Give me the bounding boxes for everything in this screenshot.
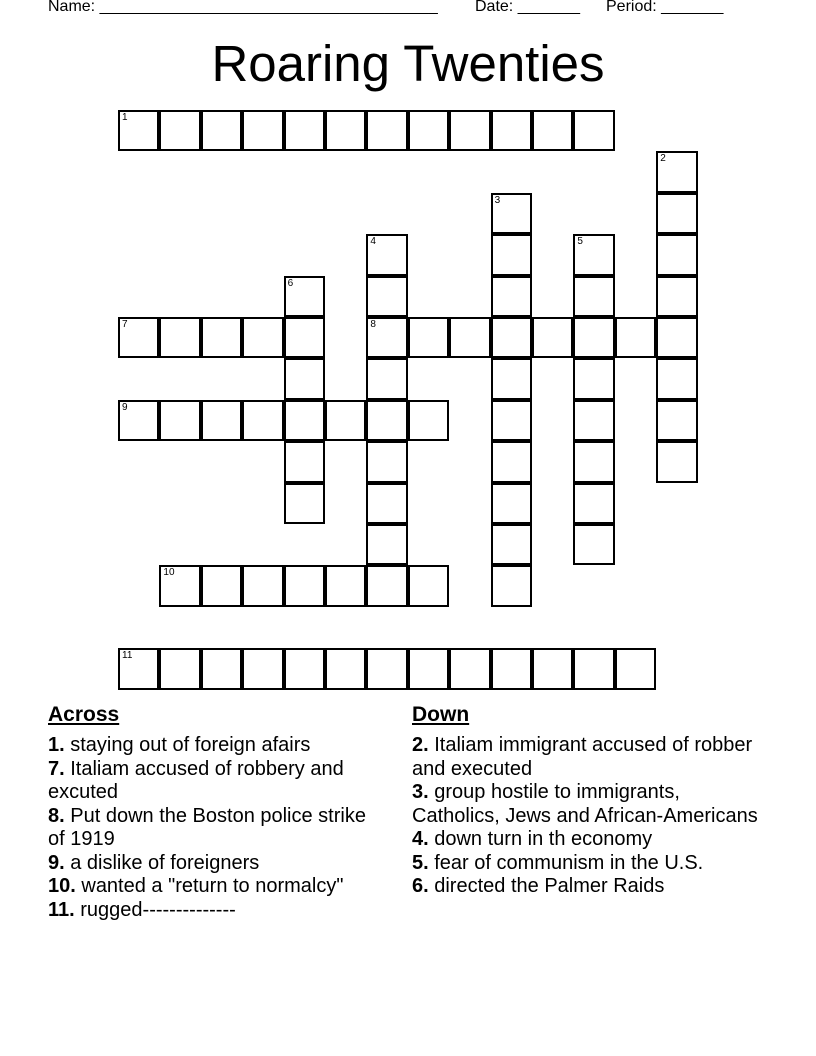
grid-cell[interactable]	[284, 276, 325, 317]
grid-cell[interactable]	[656, 358, 697, 399]
grid-cell[interactable]	[532, 648, 573, 689]
page-title: Roaring Twenties	[211, 35, 605, 92]
clue-item-text: Italiam accused of robbery and excuted	[48, 757, 344, 803]
grid-cell[interactable]	[656, 441, 697, 482]
grid-cell[interactable]	[201, 400, 242, 441]
grid-cell[interactable]	[491, 358, 532, 399]
clue-item	[48, 852, 388, 876]
grid-cell[interactable]	[325, 565, 366, 606]
grid-cell[interactable]	[366, 441, 407, 482]
grid-cell[interactable]	[491, 276, 532, 317]
clue-item	[48, 899, 388, 923]
clue-number: 10	[163, 567, 175, 579]
clue-item	[412, 875, 772, 899]
grid-cell[interactable]	[532, 317, 573, 358]
clue-number: 8	[370, 319, 376, 330]
clue-item-number: 4.	[412, 828, 429, 850]
clue-number: 3	[494, 194, 501, 206]
grid-cell[interactable]	[159, 110, 200, 151]
grid-cell[interactable]	[366, 276, 407, 317]
grid-cell[interactable]	[656, 400, 697, 441]
clue-item-number: 5.	[412, 851, 429, 874]
grid-cell[interactable]	[242, 317, 283, 358]
grid-cell[interactable]	[366, 317, 407, 358]
grid-cell[interactable]	[408, 317, 449, 358]
grid-cell[interactable]	[159, 400, 200, 441]
clue-number: 5	[577, 236, 583, 248]
grid-cell[interactable]	[573, 110, 614, 151]
clue-item-number: 1.	[48, 734, 65, 756]
clue-item	[412, 781, 772, 828]
clue-item-text: group hostile to immigrants, Catholics, Jews and African-Americans	[412, 781, 758, 827]
clue-item	[48, 805, 388, 852]
grid-cell[interactable]	[491, 193, 532, 234]
grid-cell[interactable]	[491, 524, 532, 565]
name-field-label: Name: ______________________________________	[48, 0, 438, 15]
grid-cell[interactable]	[491, 110, 532, 151]
grid-cell[interactable]	[366, 483, 407, 524]
clue-item-number: 7.	[48, 757, 65, 780]
grid-cell[interactable]	[408, 565, 449, 606]
grid-cell[interactable]	[242, 400, 283, 441]
grid-cell[interactable]	[284, 400, 325, 441]
clue-item-number: 10.	[48, 875, 76, 897]
clue-number: 6	[287, 277, 294, 289]
grid-cell[interactable]	[159, 565, 200, 606]
grid-cell[interactable]	[242, 110, 283, 151]
clue-item-text: staying out of foreign afairs	[64, 734, 311, 756]
clue-item-number: 2.	[412, 734, 429, 756]
grid-cell[interactable]	[449, 110, 490, 151]
clue-item-text: a dislike of foreigners	[64, 851, 260, 874]
clue-item-number: 6.	[412, 875, 429, 897]
grid-cell[interactable]	[656, 276, 697, 317]
grid-cell[interactable]	[573, 400, 614, 441]
grid-cell[interactable]	[491, 483, 532, 524]
grid-cell[interactable]	[118, 400, 159, 441]
across-clue-list	[48, 734, 388, 922]
grid-cell[interactable]	[449, 317, 490, 358]
grid-cell[interactable]	[201, 565, 242, 606]
grid-cell[interactable]	[284, 317, 325, 358]
grid-cell[interactable]	[201, 317, 242, 358]
grid-cell[interactable]	[118, 110, 159, 151]
grid-cell[interactable]	[366, 524, 407, 565]
grid-cell[interactable]	[491, 565, 532, 606]
grid-cell[interactable]	[159, 317, 200, 358]
grid-cell[interactable]	[366, 400, 407, 441]
clue-item-number: 9.	[48, 851, 65, 874]
grid-cell[interactable]	[325, 110, 366, 151]
clue-item	[48, 734, 388, 758]
clue-item-text: Put down the Boston police strike of 1919	[48, 804, 366, 850]
clue-number: 2	[660, 153, 666, 165]
grid-cell[interactable]	[491, 234, 532, 275]
grid-cell[interactable]	[573, 276, 614, 317]
down-clue-list	[412, 734, 772, 899]
grid-cell[interactable]	[408, 110, 449, 151]
grid-cell[interactable]	[656, 317, 697, 358]
clue-item-number: 11.	[48, 898, 75, 921]
grid-cell[interactable]	[491, 648, 532, 689]
grid-cell[interactable]	[284, 648, 325, 689]
down-clues	[412, 702, 772, 899]
across-heading: Across	[48, 703, 120, 726]
grid-cell[interactable]	[366, 110, 407, 151]
grid-cell[interactable]	[366, 234, 407, 275]
clue-item	[48, 875, 388, 899]
grid-cell[interactable]	[491, 317, 532, 358]
grid-cell[interactable]	[656, 234, 697, 275]
grid-cell[interactable]	[573, 648, 614, 689]
grid-cell[interactable]	[159, 648, 200, 689]
clue-number: 11	[122, 650, 133, 662]
grid-cell[interactable]	[201, 648, 242, 689]
grid-cell[interactable]	[615, 648, 656, 689]
clue-item-text: directed the Palmer Raids	[428, 875, 665, 897]
clue-number: 4	[370, 236, 376, 248]
clue-item-text: Italiam immigrant accused of robber and executed	[412, 734, 753, 780]
clue-item-text: rugged--------------	[74, 898, 236, 921]
clue-number: 9	[122, 401, 128, 413]
grid-cell[interactable]	[201, 110, 242, 151]
grid-cell[interactable]	[242, 648, 283, 689]
clue-number: 7	[122, 319, 128, 330]
grid-cell[interactable]	[573, 524, 614, 565]
period-field-label: Period: _______	[606, 0, 724, 15]
clue-item	[48, 758, 388, 805]
clue-number: 1	[122, 112, 128, 123]
grid-cell[interactable]	[366, 648, 407, 689]
grid-cell[interactable]	[491, 400, 532, 441]
across-clues	[48, 702, 388, 922]
clue-item-text: down turn in th economy	[428, 828, 653, 850]
clue-item	[412, 852, 772, 876]
grid-cell[interactable]	[615, 317, 656, 358]
grid-cell[interactable]	[656, 151, 697, 192]
grid-cell[interactable]	[325, 648, 366, 689]
grid-cell[interactable]	[491, 441, 532, 482]
grid-cell[interactable]	[408, 400, 449, 441]
down-heading: Down	[412, 703, 470, 726]
grid-cell[interactable]	[284, 565, 325, 606]
clue-item-text: wanted a "return to normalcy"	[75, 875, 344, 897]
grid-cell[interactable]	[242, 565, 283, 606]
grid-cell[interactable]	[656, 193, 697, 234]
clue-item	[412, 828, 772, 852]
grid-cell[interactable]	[573, 358, 614, 399]
grid-cell[interactable]	[284, 483, 325, 524]
grid-cell[interactable]	[366, 565, 407, 606]
clue-item	[412, 734, 772, 781]
grid-cell[interactable]	[573, 234, 614, 275]
grid-cell[interactable]	[284, 358, 325, 399]
grid-cell[interactable]	[284, 110, 325, 151]
grid-cell[interactable]	[449, 648, 490, 689]
grid-cell[interactable]	[284, 441, 325, 482]
grid-cell[interactable]	[408, 648, 449, 689]
grid-cell[interactable]	[532, 110, 573, 151]
grid-cell[interactable]	[118, 648, 159, 689]
grid-cell[interactable]	[573, 441, 614, 482]
grid-cell[interactable]	[366, 358, 407, 399]
clue-item-number: 8.	[48, 804, 65, 827]
grid-cell[interactable]	[573, 317, 614, 358]
grid-cell[interactable]	[118, 317, 159, 358]
clue-item-text: fear of communism in the U.S.	[428, 851, 704, 874]
grid-cell[interactable]	[325, 400, 366, 441]
clue-item-number: 3.	[412, 781, 429, 803]
grid-cell[interactable]	[573, 483, 614, 524]
date-field-label: Date: _______	[475, 0, 580, 15]
